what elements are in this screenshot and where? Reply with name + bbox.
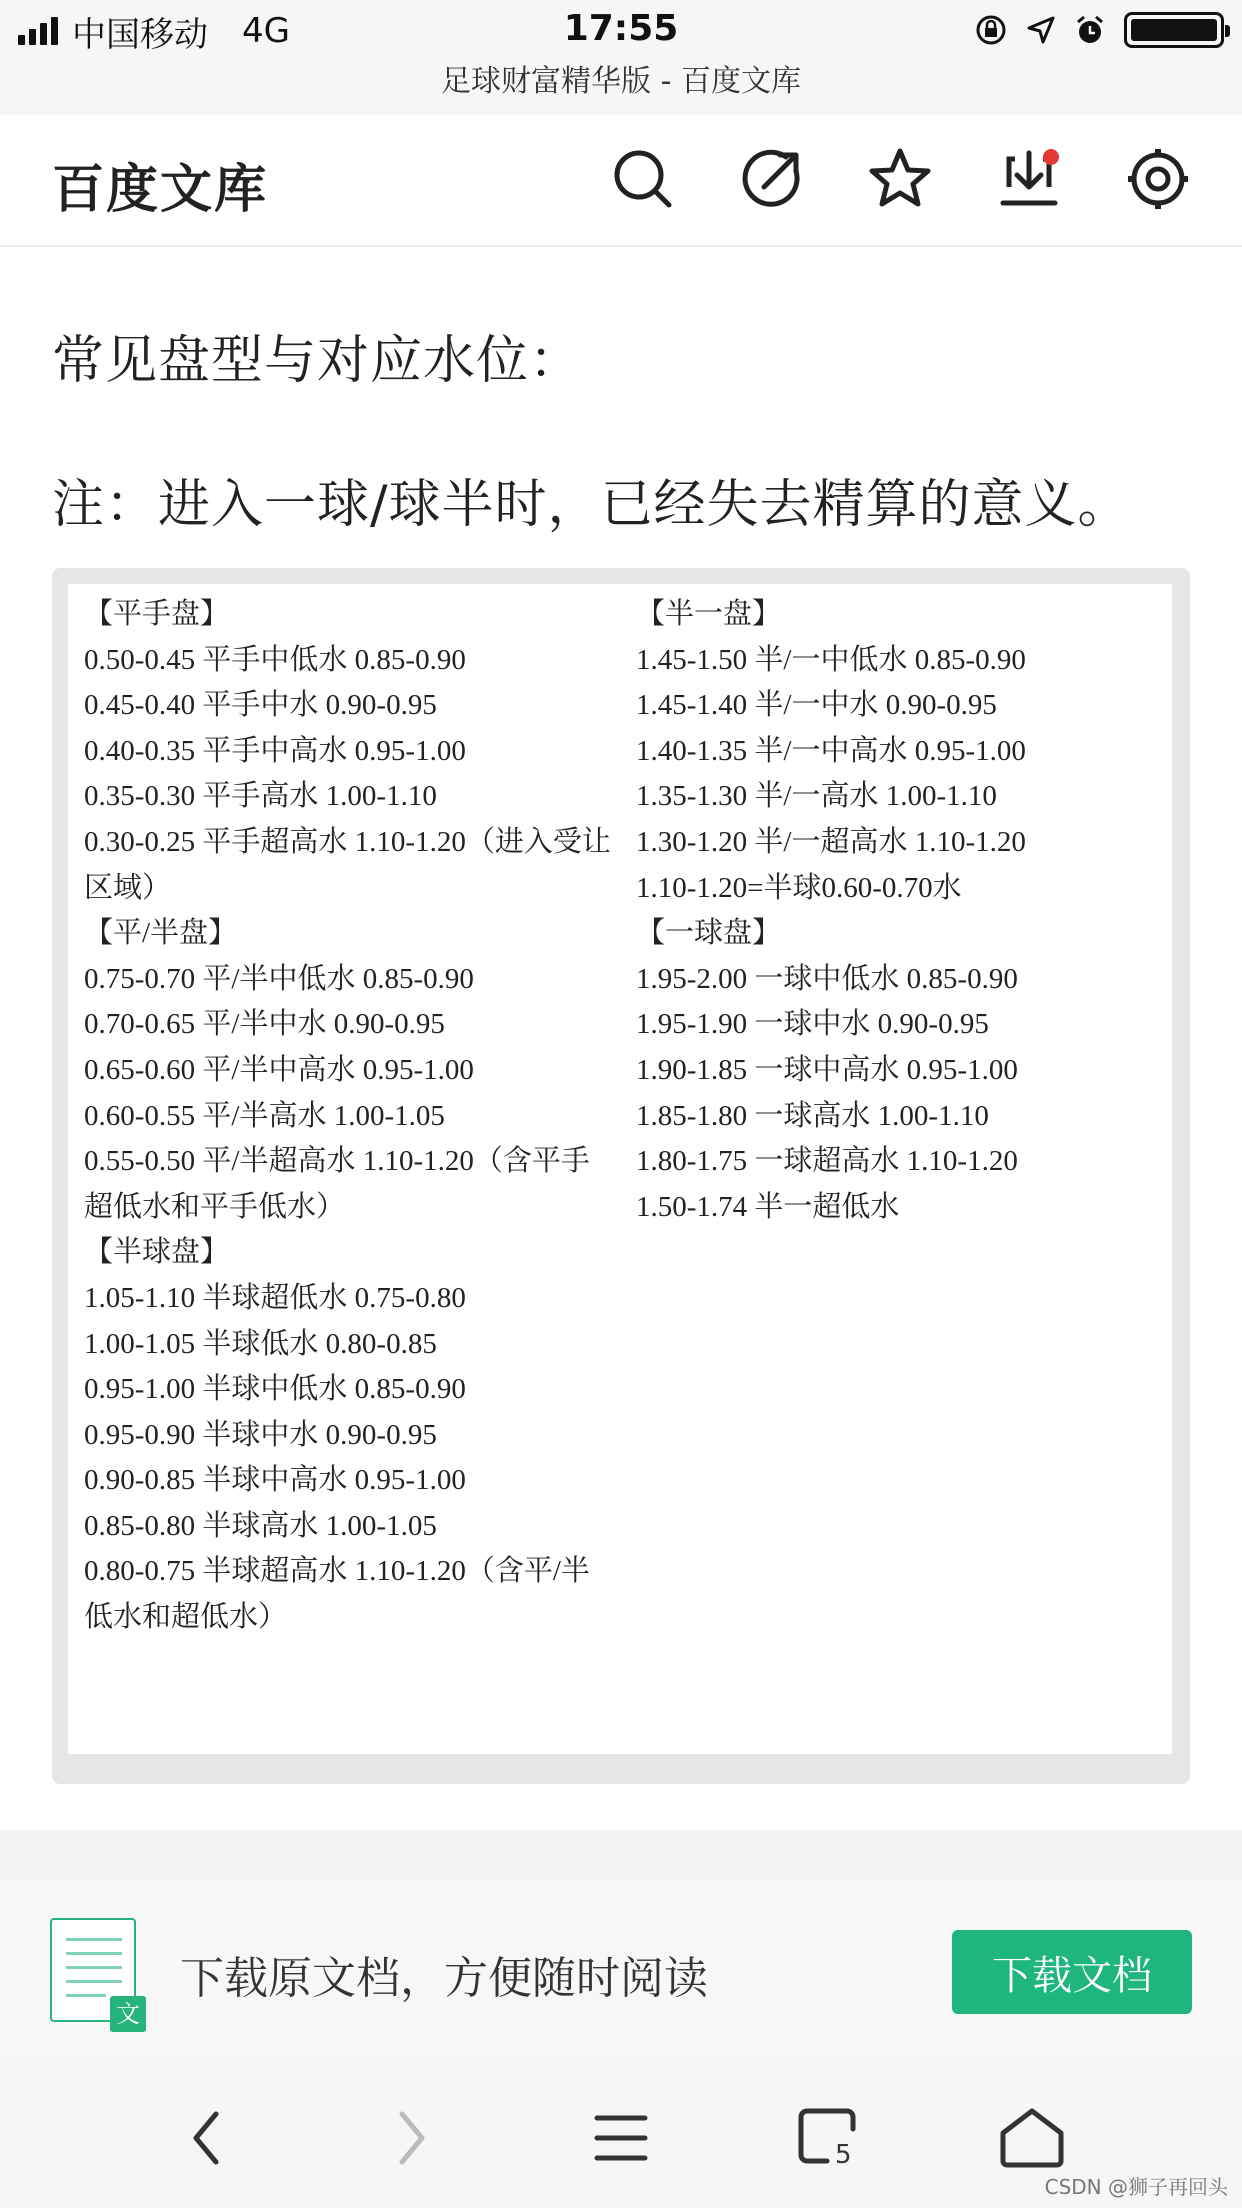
doc-line: 1.45-1.40 半/一中水 0.90-0.95 xyxy=(636,689,997,722)
doc-line: 超低水和平手低水） xyxy=(84,1190,346,1223)
settings-icon[interactable] xyxy=(1122,143,1194,215)
doc-line: 1.85-1.80 一球高水 1.00-1.10 xyxy=(636,1099,989,1132)
share-icon[interactable] xyxy=(736,143,808,215)
doc-line: 1.10-1.20=半球0.60-0.70水 xyxy=(636,871,962,904)
download-icon[interactable] xyxy=(993,143,1065,215)
doc-line: 1.95-2.00 一球中低水 0.85-0.90 xyxy=(636,962,1018,995)
download-prompt: 下载原文档，方便随时阅读 xyxy=(180,1953,708,2004)
app-header xyxy=(0,115,1242,247)
brand-logo[interactable]: 百度文库 xyxy=(52,160,269,220)
doc-line: 0.80-0.75 半球超高水 1.10-1.20（含平/半 xyxy=(84,1555,590,1588)
forward-icon[interactable] xyxy=(372,2098,452,2178)
doc-line: 0.55-0.50 平/半超高水 1.10-1.20（含平手 xyxy=(84,1145,590,1178)
watermark: CSDN @狮子再回头 xyxy=(1044,2175,1228,2199)
doc-line: 【平手盘】 xyxy=(84,598,230,630)
doc-line: 1.05-1.10 半球超低水 0.75-0.80 xyxy=(84,1281,466,1314)
browser-page-title: 足球财富精华版 - 百度文库 xyxy=(441,64,801,99)
doc-line: 1.30-1.20 半/一超高水 1.10-1.20 xyxy=(636,825,1026,858)
doc-line: 【一球盘】 xyxy=(636,917,782,950)
download-banner xyxy=(0,1880,1242,2060)
doc-line: 区域） xyxy=(84,871,172,904)
document-preview[interactable] xyxy=(52,568,1190,1784)
right-column xyxy=(636,592,1156,1230)
document-icon xyxy=(50,1918,140,2028)
star-icon[interactable] xyxy=(864,143,936,215)
menu-icon[interactable] xyxy=(581,2098,661,2178)
left-column xyxy=(84,592,684,1641)
location-icon xyxy=(1026,15,1056,45)
doc-badge: 文 xyxy=(110,1996,146,2032)
search-icon[interactable] xyxy=(607,143,679,215)
notification-dot xyxy=(1043,149,1059,165)
doc-line: 0.65-0.60 平/半中高水 0.95-1.00 xyxy=(84,1053,474,1086)
carrier-label: 中国移动 xyxy=(72,14,208,55)
doc-line: 0.95-0.90 半球中水 0.90-0.95 xyxy=(84,1418,437,1451)
status-time: 17:55 xyxy=(563,8,679,49)
doc-line: 0.60-0.55 平/半高水 1.00-1.05 xyxy=(84,1099,445,1132)
tabs-icon[interactable] xyxy=(788,2098,868,2178)
doc-line: 【半球盘】 xyxy=(84,1236,230,1269)
doc-line: 【半一盘】 xyxy=(636,598,782,630)
doc-line: 0.35-0.30 平手高水 1.00-1.10 xyxy=(84,780,437,813)
doc-line: 1.45-1.50 半/一中低水 0.85-0.90 xyxy=(636,643,1026,676)
network-label: 4G xyxy=(242,11,290,51)
doc-line: 1.35-1.30 半/一高水 1.00-1.10 xyxy=(636,780,997,813)
doc-line: 1.80-1.75 一球超高水 1.10-1.20 xyxy=(636,1145,1018,1178)
doc-line: 0.40-0.35 平手中高水 0.95-1.00 xyxy=(84,734,466,767)
doc-line: 1.50-1.74 半一超低水 xyxy=(636,1190,900,1223)
status-bar xyxy=(0,0,1242,115)
doc-line: 0.30-0.25 平手超高水 1.10-1.20（进入受让 xyxy=(84,825,611,858)
alarm-icon xyxy=(1074,14,1106,46)
status-right xyxy=(974,10,1224,50)
battery-icon xyxy=(1124,12,1224,48)
bottom-toolbar xyxy=(0,2060,1242,2208)
doc-line: 0.45-0.40 平手中水 0.90-0.95 xyxy=(84,689,437,722)
doc-line: 1.95-1.90 一球中水 0.90-0.95 xyxy=(636,1008,989,1041)
doc-line: 0.75-0.70 平/半中低水 0.85-0.90 xyxy=(84,962,474,995)
doc-line: 0.70-0.65 平/半中水 0.90-0.95 xyxy=(84,1008,445,1041)
doc-line: 1.00-1.05 半球低水 0.80-0.85 xyxy=(84,1327,437,1360)
section-note: 注：进入一球/球半时，已经失去精算的意义。 xyxy=(52,475,1131,535)
doc-line: 0.90-0.85 半球中高水 0.95-1.00 xyxy=(84,1464,466,1497)
document-page xyxy=(68,584,1172,1754)
doc-line: 1.40-1.35 半/一中高水 0.95-1.00 xyxy=(636,734,1026,767)
section-heading: 常见盘型与对应水位： xyxy=(52,331,583,391)
tabs-count: 5 xyxy=(835,2140,852,2169)
home-icon[interactable] xyxy=(992,2098,1072,2178)
doc-line: 0.95-1.00 半球中低水 0.85-0.90 xyxy=(84,1373,466,1406)
back-icon[interactable] xyxy=(166,2098,246,2178)
doc-line: 0.85-0.80 半球高水 1.00-1.05 xyxy=(84,1509,437,1542)
download-document-button[interactable]: 下载文档 xyxy=(952,1930,1192,2014)
doc-line: 低水和超低水） xyxy=(84,1601,288,1634)
rotation-lock-icon xyxy=(974,13,1008,47)
doc-line: 1.90-1.85 一球中高水 0.95-1.00 xyxy=(636,1053,1018,1086)
doc-line: 0.50-0.45 平手中低水 0.85-0.90 xyxy=(84,643,466,676)
doc-line: 【平/半盘】 xyxy=(84,917,238,950)
section-divider xyxy=(0,1830,1242,1880)
